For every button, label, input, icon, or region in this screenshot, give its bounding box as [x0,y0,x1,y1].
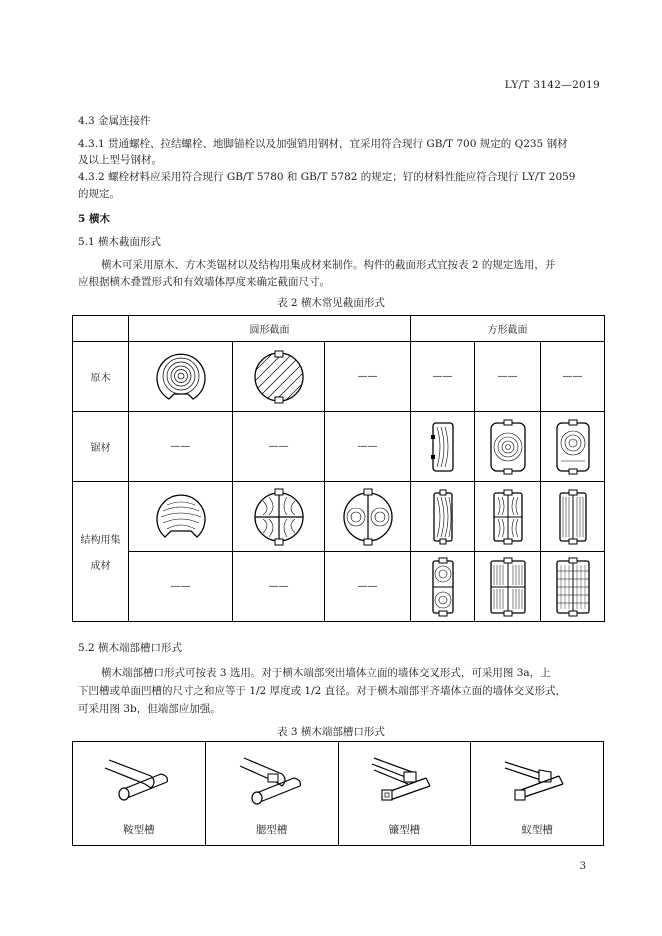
table2-glulam-wide-layered [541,552,605,622]
table2-sawn-dash-2: —— [233,412,325,482]
table2-corner-cell [73,316,129,342]
glulam-double-cross-section-icon [486,487,530,547]
para-5-1-line1: 横木可采用原木、方木类锯材以及结构用集成材来制作。构件的截面形式宜按表 2 的规定选用，并 [101,259,556,271]
section-5-title: 5 横木 [78,213,110,225]
table2-glulam-dash-3: —— [325,552,411,622]
table2 [72,315,605,622]
table2-log-round-notched [233,342,325,412]
section-5-1-title: 5.1 横木截面形式 [78,236,162,248]
table2-row-sawn-label: 锯材 [73,412,129,482]
sawn-square-section-icon [484,417,532,477]
table2-glulam-round-quartered [233,482,325,552]
table2-sawn-square-concentric [475,412,541,482]
section-4-3-title: 4.3 金属连接件 [78,115,151,127]
sickle-notch-label: 镰型槽 [388,824,421,836]
table2-glulam-double-cross [475,482,541,552]
standard-code: LY/T 3142—2019 [504,79,600,91]
para-4-3-1-line1: 4.3.1 贯通螺栓、拉结螺栓、地脚锚栓以及加强销用钢材，宜采用符合现行 GB/T 700 规定的 Q235 钢材 [78,138,568,150]
para-5-2-line2: 下凹槽或单面凹槽的尺寸之和应等于 1/2 厚度或 1/2 直径。对于横木端部平齐墙体立面的墙体交叉形式， [78,685,567,697]
table2-glulam-dash-2: —— [233,552,325,622]
table2-sawn-dash-1: —— [129,412,233,482]
table2-glulam-round-split [325,482,411,552]
glulam-label-line2: 成材 [90,561,111,572]
log-notched-section-icon [249,347,309,407]
glulam-round-section-icon [151,487,211,547]
glulam-wide-layered-section-icon [549,556,597,618]
glulam-double-vertical-section-icon [551,487,595,547]
table2-row-glulam-label [73,482,129,622]
table3 [72,741,604,846]
log-round-section-icon [151,347,211,407]
glulam-split-section-icon [338,487,398,547]
glulam-label-line1: 结构用集 [80,535,121,546]
section-5-2-title: 5.2 横木端部槽口形式 [78,642,183,654]
table2-glulam-stacked [411,552,475,622]
table3-caption: 表 3 横木端部槽口形式 [277,726,385,738]
table2-log-dash-6: —— [541,342,605,412]
glulam-quartered-section-icon [249,487,309,547]
sickle-notch-icon [364,754,444,812]
para-5-2-line1: 横木端部槽口形式可按表 3 选用。对于横木端部突出墙体立面的墙体交叉形式，可采用图 3a，上 [101,667,551,679]
table2-sawn-narrow [411,412,475,482]
table2-sawn-dash-3: —— [325,412,411,482]
saddle-notch-label: 鞍型槽 [123,824,155,836]
table3-cell-dovetail [471,742,604,846]
table2-header-round: 圆形截面 [129,316,411,342]
table2-log-dash-3: —— [325,342,411,412]
dovetail-notch-icon [497,754,577,812]
gill-notch-label: 腮型槽 [255,824,288,836]
glulam-four-part-section-icon [484,556,532,618]
glulam-stacked-section-icon [423,556,463,618]
table2-row-log-label: 原木 [73,342,129,412]
glulam-narrow-section-icon [423,487,463,547]
table2-glulam-four-part [475,552,541,622]
table2-header-square: 方形截面 [411,316,605,342]
table3-cell-gill [205,742,338,846]
page-number: 3 [579,861,586,872]
dovetail-notch-label: 蚁型槽 [521,824,553,836]
para-5-1-line2: 应根据横木叠置形式和有效墙体厚度来确定截面尺寸。 [78,276,330,288]
sawn-narrow-section-icon [423,417,463,477]
table2-caption: 表 2 横木常见截面形式 [277,297,385,309]
gill-notch-icon [232,754,312,812]
para-4-3-1-line2: 及以上型号钢材。 [78,154,162,166]
table2-glulam-dash-1: —— [129,552,233,622]
table2-glulam-narrow [411,482,475,552]
para-5-2-line3: 可采用图 3b，但端部应加强。 [78,703,221,715]
saddle-notch-icon [99,754,179,812]
table2-log-round-concentric [129,342,233,412]
para-4-3-2-line1: 4.3.2 螺栓材料应采用符合现行 GB/T 5780 和 GB/T 5782 的规定；钉的材料性能应符合现行 LY/T 2059 [78,171,576,183]
table2-sawn-square-offset [541,412,605,482]
sawn-square-offset-section-icon [549,417,597,477]
table2-log-dash-4: —— [411,342,475,412]
table2-log-dash-5: —— [475,342,541,412]
table3-cell-sickle [338,742,471,846]
table2-glulam-round-single [129,482,233,552]
table2-glulam-double-vertical [541,482,605,552]
para-4-3-2-line2: 的规定。 [78,188,120,200]
table3-cell-saddle [73,742,206,846]
